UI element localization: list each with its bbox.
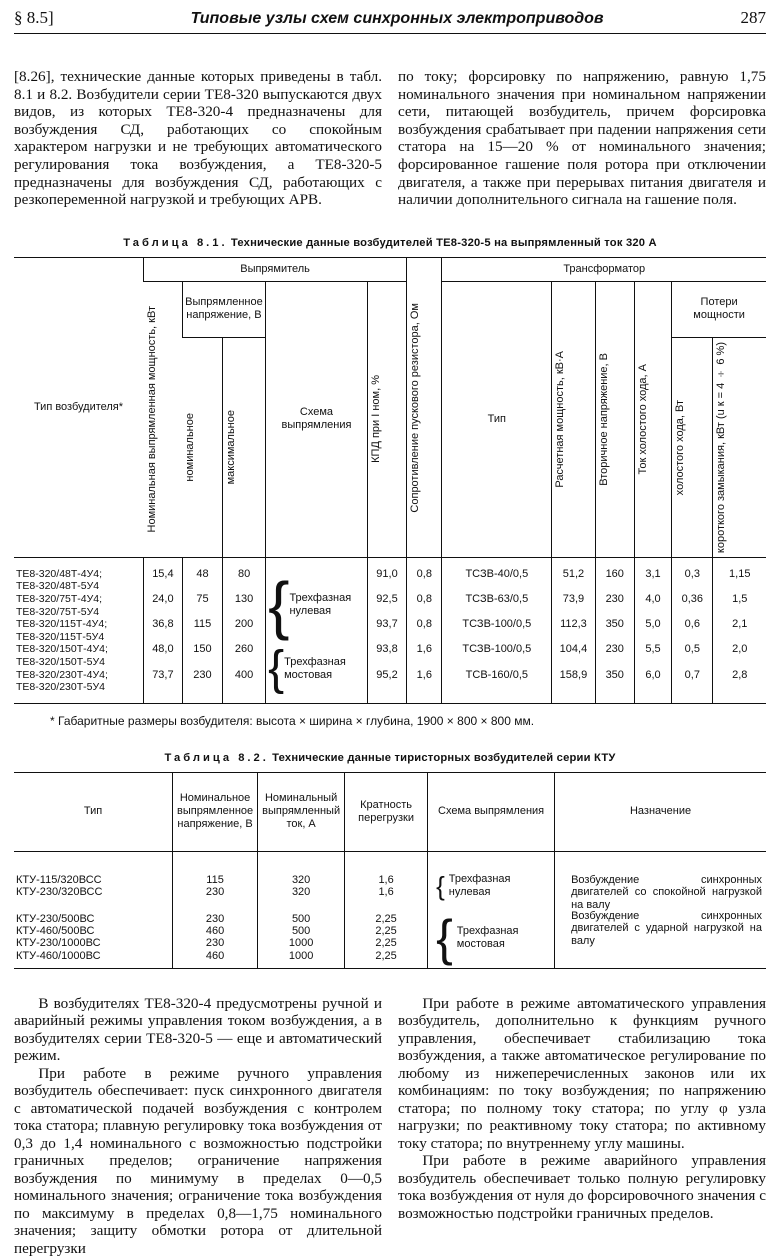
page-header bbox=[14, 8, 766, 34]
col-header-type: Тип bbox=[14, 772, 173, 851]
idle-cell: 3,1 4,0 5,0 5,5 6,0 bbox=[634, 557, 671, 703]
paragraph: При работе в режиме автоматического управления возбудитель, дополнительно к функциям ручного управления, обеспечивает стабилизацию тока возбуждения, а также автоматическое регулирование по любому из нижеперечисленных законов или их комбинациям: по току возбуждения; по напряжению статора; по полному току статора; по углу φ узла нагрузки; по реактивному току статора; по активному току статора; по внутреннему углу машины. bbox=[398, 994, 766, 1152]
col-header-kpd: КПД при I ном, % bbox=[369, 375, 382, 464]
kpd-cell: 91,0 92,5 93,7 93,8 95,2 bbox=[367, 557, 406, 703]
bottom-left-column bbox=[14, 995, 382, 1257]
vnom-cell: 48 75 115 150 230 bbox=[182, 557, 222, 703]
section-number: § 8.5] bbox=[14, 8, 54, 27]
table1 bbox=[14, 257, 766, 704]
table2-caption: Таблица 8.2. Технические данные тиристорных возбудителей серии КТУ bbox=[164, 751, 616, 764]
page bbox=[14, 8, 766, 1257]
col-header-vnom: номинальное bbox=[184, 413, 197, 482]
col-header-type: Тип возбудителя* bbox=[14, 257, 144, 557]
table-row bbox=[14, 557, 766, 703]
col-header-vmax: максимальное bbox=[225, 410, 238, 485]
brace-icon: { bbox=[268, 569, 290, 642]
res-cell: 0,8 0,8 0,8 1,6 1,6 bbox=[407, 557, 442, 703]
scheme-label: Трехфазная нулевая bbox=[448, 873, 511, 898]
col-header-scheme: Схема выпрямления bbox=[266, 281, 368, 557]
col-header-rect-voltage: Выпрямленное напряжение, В bbox=[182, 281, 265, 337]
brace-icon: { bbox=[268, 641, 285, 695]
bottom-text bbox=[14, 995, 766, 1257]
col-header-idle-current: Ток холостого хода, А bbox=[636, 364, 649, 475]
table1-caption: Таблица 8.1. Технические данные возбудителей ТЕ8-320-5 на выпрямленный ток 320 А bbox=[123, 236, 657, 249]
scheme-cell bbox=[428, 851, 555, 968]
col-header-voltage: Номинальное выпрямленное напряжение, В bbox=[173, 772, 258, 851]
page-number: 287 bbox=[740, 8, 766, 27]
overload-cell: 1,6 1,6 2,25 2,25 2,25 2,25 bbox=[345, 851, 428, 968]
col-header-nominal-power: Номинальная выпрямленная мощность, кВт bbox=[145, 306, 158, 533]
col-header-current: Номинальный выпрямленный ток, А bbox=[258, 772, 345, 851]
brace-icon: { bbox=[436, 870, 445, 901]
sec-cell: 160 230 350 230 350 bbox=[595, 557, 634, 703]
current-cell: 320 320 500 500 1000 1000 bbox=[258, 851, 345, 968]
idle-loss-cell: 0,3 0,36 0,6 0,5 0,7 bbox=[672, 557, 713, 703]
scheme-label: Трехфазная мостовая bbox=[284, 655, 346, 681]
scheme-label: Трехфазная нулевая bbox=[289, 592, 352, 618]
paragraph: В возбудителях ТЕ8-320-4 предусмотрены ручной и аварийный режимы управления током возбуждения, а в возбудителях серии ТЕ8-320-5 — еще и автоматический режим. bbox=[14, 994, 382, 1065]
col-header-sec-voltage: Вторичное напряжение, В bbox=[597, 352, 610, 486]
col-header-overload: Кратность перегрузки bbox=[345, 772, 428, 851]
table2 bbox=[14, 772, 766, 969]
calc-cell: 51,2 73,9 112,3 104,4 158,9 bbox=[552, 557, 595, 703]
power-cell: 15,4 24,0 36,8 48,0 73,7 bbox=[144, 557, 183, 703]
paragraph: [8.26], технические данные которых приведены в табл. 8.1 и 8.2. Возбудители серии ТЕ8-320 выпускаются двух видов, из которых ТЕ8-320-4 предназначены для возбуждения СД, работающих со спокойным характером нагрузки и не требующих автоматического регулирования тока возбуждения, а ТЕ8-320-5 предназначены для возбуждения СД, работающих с резкопеременной нагрузкой и требующих АРВ. bbox=[14, 68, 382, 209]
col-header-short-loss: короткого замыкания, кВт (u к = 4 ÷ 6 %) bbox=[715, 341, 728, 553]
col-group-rectifier: Выпрямитель bbox=[144, 257, 407, 281]
short-loss-cell: 1,15 1,5 2,1 2,0 2,8 bbox=[713, 557, 766, 703]
type-cell: КТУ-115/320ВСС КТУ-230/320ВСС КТУ-230/500ВС КТУ-460/500ВС КТУ-230/1000ВС КТУ-460/1000ВС bbox=[16, 873, 103, 962]
col-header-calc-power: Расчетная мощность, кВ·А bbox=[554, 350, 567, 488]
brace-icon: { bbox=[436, 909, 453, 966]
col-header-scheme: Схема выпрямления bbox=[428, 772, 555, 851]
top-text bbox=[14, 68, 766, 209]
col-header-idle-loss: холостого хода, Вт bbox=[674, 399, 687, 495]
col-header-losses: Потери мощности bbox=[672, 281, 766, 337]
bottom-right-column bbox=[398, 995, 766, 1257]
voltage-cell: 115 230 230 460 230 460 bbox=[173, 851, 258, 968]
purpose-cell: Возбуждение синхронных двигателей со спокойной нагрузкой на валу Возбуждение синхронных двигателей с ударной нагрузкой на валу bbox=[555, 851, 766, 968]
col-header-tr-type: Тип bbox=[442, 281, 552, 557]
table-row bbox=[14, 851, 766, 968]
tr-cell: ТСЗВ-40/0,5 ТСЗВ-63/0,5 ТСЗВ-100/0,5 ТСЗВ-100/0,5 ТСВ-160/0,5 bbox=[442, 557, 552, 703]
col-group-transformer: Трансформатор bbox=[442, 257, 766, 281]
table1-footnote: * Габаритные размеры возбудителя: высота × ширина × глубина, 1900 × 800 × 800 мм. bbox=[50, 713, 535, 728]
vmax-cell: 80 130 200 260 400 bbox=[223, 557, 266, 703]
type-cell: ТЕ8-320/48Т-4У4; ТЕ8-320/48Т-5У4 ТЕ8-320/75Т-4У4; ТЕ8-320/75Т-5У4 ТЕ8-320/115Т-4У4; ТЕ8-320/115Т-5У4 ТЕ8-320/150Т-4У4; ТЕ8-320/150Т-5У4 ТЕ8-320/230Т-4У4; ТЕ8-320/230Т-5У4 bbox=[16, 567, 108, 694]
col-header-purpose: Назначение bbox=[555, 772, 766, 851]
top-right-column bbox=[398, 68, 766, 209]
paragraph: При работе в режиме аварийного управления возбудитель обеспечивает только полную регулировку тока возбуждения от нуля до форсировочного значения с возможностью подстройки граничных пределов. bbox=[398, 1152, 766, 1222]
col-header-resistance: Сопротивление пускового резистора, Ом bbox=[409, 302, 422, 513]
running-title: Типовые узлы схем синхронных электроприводов bbox=[190, 10, 604, 27]
scheme-cell bbox=[266, 557, 368, 703]
paragraph: по току; форсировку по напряжению, равную 1,75 номинального значения при номинальном напряжении сети, питающей возбудитель, причем форсировка возбуждения срабатывает при падении напряжения сети статора на 15—20 % от номинального значения; форсированное гашение поля ротора при отключении двигателя, а также при перерывах питания двигателя и наличии дополнительного сигнала на гашение поля. bbox=[398, 68, 766, 209]
scheme-label: Трехфазная мостовая bbox=[456, 925, 519, 950]
paragraph: При работе в режиме ручного управления возбудитель обеспечивает: пуск синхронного двигателя с автоматической подачей возбуждения с контролем тока статора; плавную регулировку тока возбуждения от 0,3 до 1,4 номинального с возможностью подстройки граничных пределов; ограничение напряжения возбуждения по минимуму в пределах 0—0,5 номинального значения; ограничение тока возбуждения по максимуму в пределах 0,8—1,75 номинального значения; защиту обмотки ротора от длительной перегрузки bbox=[14, 1064, 382, 1257]
top-left-column bbox=[14, 68, 382, 209]
